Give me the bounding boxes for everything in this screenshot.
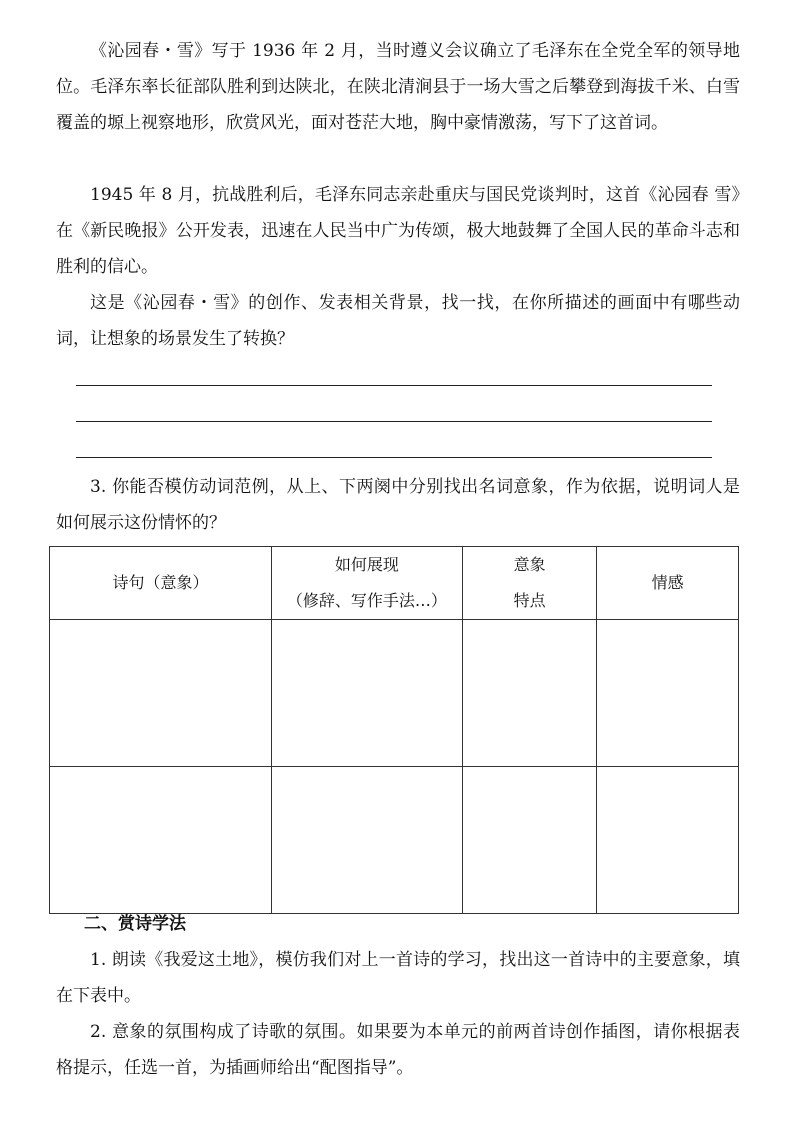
header-method-label: 如何展现 bbox=[334, 555, 399, 574]
header-method bbox=[271, 547, 462, 620]
section-item-2: 2. 意象的氛围构成了诗歌的氛围。如果要为本单元的前两首诗创作插图，请你根据表格提示，任选一首，为插画师给出“配图指导”。 bbox=[56, 1022, 740, 1078]
table-header-row bbox=[50, 547, 739, 620]
table-row bbox=[50, 620, 739, 767]
section-item-1: 1. 朗读《我爱这土地》，模仿我们对上一首诗的学习，找出这一首诗中的主要意象，填在下表中。 bbox=[56, 950, 740, 1006]
header-emotion-label: 情感 bbox=[651, 573, 684, 592]
background-question: 这是《沁园春・雪》的创作、发表相关背景，找一找，在你所描述的画面中有哪些动词，让想象的场景发生了转换？ bbox=[56, 293, 740, 349]
imagery-table bbox=[49, 546, 739, 914]
table-cell[interactable] bbox=[597, 620, 739, 767]
table-cell[interactable] bbox=[271, 620, 462, 767]
table-cell[interactable] bbox=[462, 620, 597, 767]
section-heading: 二、赏诗学法 bbox=[84, 914, 186, 934]
answer-line-3[interactable] bbox=[76, 457, 712, 458]
header-verse-label: 诗句（意象） bbox=[112, 573, 209, 592]
header-feature-label: 意象 bbox=[513, 555, 546, 574]
header-verse bbox=[50, 547, 272, 620]
question-3: 3. 你能否模仿动词范例，从上、下两阕中分别找出名词意象，作为依据，说明词人是如何展示这份情怀的？ bbox=[56, 477, 740, 533]
table-cell[interactable] bbox=[271, 767, 462, 914]
answer-line-1[interactable] bbox=[76, 385, 712, 386]
header-feature-sublabel: 特点 bbox=[513, 591, 546, 610]
header-method-sublabel: （修辞、写作手法…） bbox=[286, 591, 447, 610]
background-paragraph-2: 1945 年 8 月，抗战胜利后，毛泽东同志亲赴重庆与国民党谈判时，这首《沁园春 雪》在《新民晚报》公开发表，迅速在人民当中广为传颂，极大地鼓舞了全国人民的革命斗志和胜利的信心。 bbox=[56, 185, 740, 277]
answer-line-2[interactable] bbox=[76, 421, 712, 422]
header-feature bbox=[462, 547, 597, 620]
table-cell[interactable] bbox=[597, 767, 739, 914]
table-row bbox=[50, 767, 739, 914]
header-emotion bbox=[597, 547, 739, 620]
table-cell[interactable] bbox=[50, 620, 272, 767]
table-cell[interactable] bbox=[50, 767, 272, 914]
background-paragraph-1: 《沁园春・雪》写于 1936 年 2 月，当时遵义会议确立了毛泽东在全党全军的领导地位。毛泽东率长征部队胜利到达陕北，在陕北清涧县于一场大雪之后攀登到海拔千米、白雪覆盖的塬上视察地形，欣赏风光，面对苍茫大地，胸中豪情激荡，写下了这首词。 bbox=[56, 41, 740, 133]
table-cell[interactable] bbox=[462, 767, 597, 914]
